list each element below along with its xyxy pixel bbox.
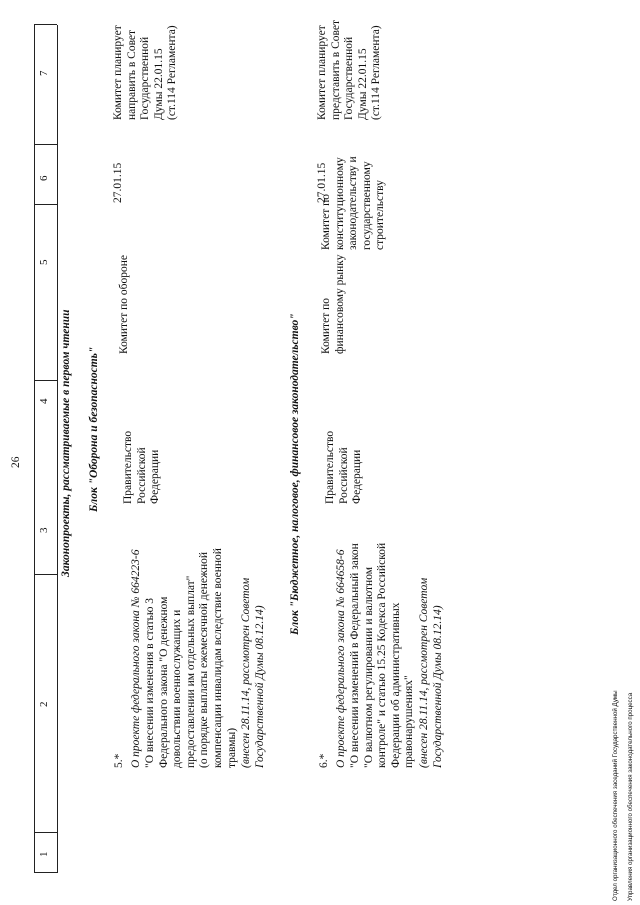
block-title: Блок "Бюджетное, налоговое, финансовое законодательство" — [289, 313, 301, 635]
co-executor-committee: Комитет по конституционному законодательству и государственному строительству — [320, 156, 387, 250]
responsible-committee: Комитет по финансовому рынку — [320, 254, 346, 354]
column-number: 6 — [38, 175, 50, 181]
column-number: 4 — [38, 398, 50, 404]
bill-description: "О внесении изменений в Федеральный закон "О валютном регулировании и валютном контроле" и статью 15.25 Кодекса Российской Федерации об административных правонарушениях" — [349, 542, 416, 768]
bill-author: Правительство Российской Федерации — [122, 430, 162, 504]
bill-author: Правительство Российской Федерации — [324, 430, 364, 504]
bill-note: (внесен 28.11.14, рассмотрен Советом Государственной Думы 08.12.14) — [418, 577, 444, 768]
footer-line: Управления организационного обеспечения законодательного процесса — [627, 692, 635, 901]
consideration-date: 27.01.15 — [316, 162, 328, 203]
section-title: Законопроекты, рассматриваемые в первом чтении — [60, 309, 72, 577]
page-number: 26 — [10, 456, 22, 468]
bill-number: О проекте федерального закона № 664223-6 — [130, 549, 142, 768]
footer — [605, 690, 640, 901]
bill-number: О проекте федерального закона № 664658-6 — [335, 549, 347, 768]
row-number: 5.* — [113, 753, 125, 768]
committee-plan: Комитет планирует представить в Совет Государственной Думы 22.01.15 (ст.114 Регламента) — [316, 19, 383, 120]
row-number: 6.* — [318, 753, 330, 768]
committee-plan: Комитет планирует направить в Совет Государственной Думы 22.01.15 (ст.114 Регламента) — [112, 25, 179, 120]
bill-note: (внесен 28.11.14, рассмотрен Советом Государственной Думы 08.12.14) — [240, 577, 266, 768]
consideration-date: 27.01.15 — [112, 162, 124, 203]
bill-description: "О внесении изменения в статью 3 Федерального закона "О денежном довольствии военнослужащих и предоставлении им отдельных выплат" (о порядке выплаты ежемесячной денежной компенсации инвалидам вследствие военной травмы) — [144, 548, 238, 768]
block-title: Блок "Оборона и безопасность" — [88, 346, 100, 512]
column-number: 7 — [38, 70, 50, 76]
footer-line: Отдел организационного обеспечения заседаний Государственной Думы — [612, 690, 620, 901]
column-number: 2 — [38, 701, 50, 707]
column-number: 5 — [38, 259, 50, 265]
column-number: 3 — [38, 527, 50, 533]
column-number: 1 — [38, 851, 50, 857]
responsible-committee: Комитет по обороне — [118, 255, 130, 354]
